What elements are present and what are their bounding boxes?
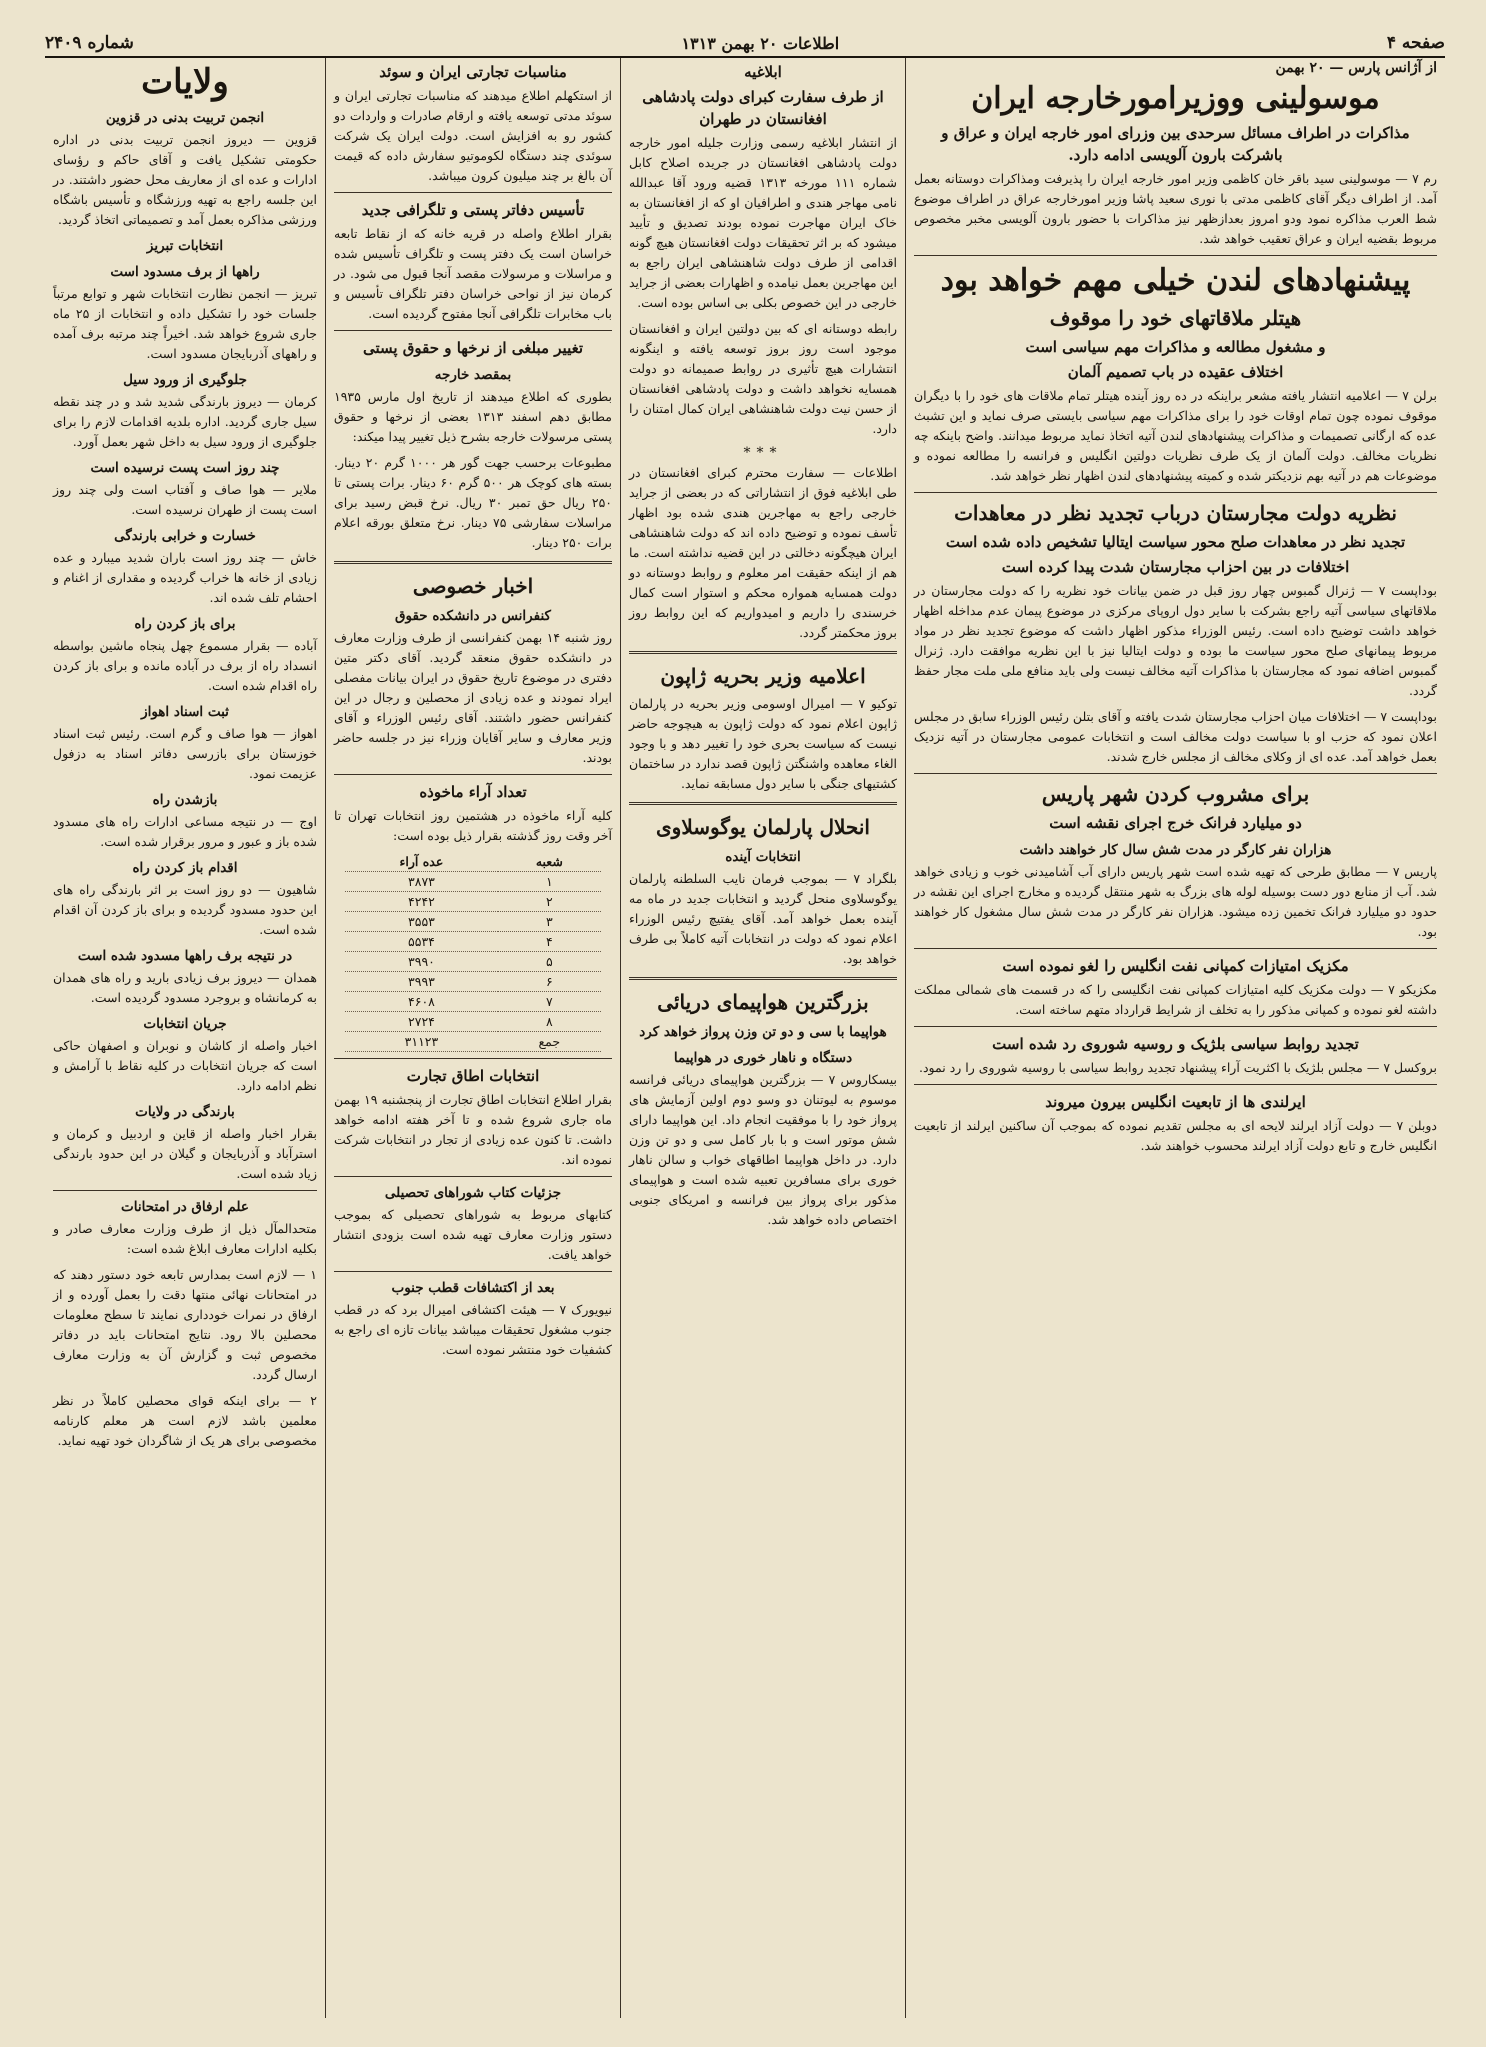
article-qazvin: قزوین — دیروز انجمن تربیت بدنی در اداره حکومتی تشکیل یافت و آقای حاکم و رؤسای ادارات و عده ای از معاریف محل حضور داشتند. در این جلسه راجع به تهیه ورزشگاه و تأسیس باشگاه ورزشی مذاکره بعمل آمد و تصمیماتی اتخاذ گردید. <box>53 132 317 227</box>
vote-branch: ۱ <box>498 872 601 892</box>
headline-japan-navy: اعلامیه وزیر بحریه ژاپون <box>660 664 866 688</box>
subheadline-yugoslavia: انتخابات آینده <box>725 849 801 865</box>
vote-branch: ۸ <box>498 1012 601 1032</box>
vote-total-row <box>345 1032 601 1052</box>
vote-branch: ۶ <box>498 972 601 992</box>
divider <box>334 774 612 775</box>
article-rain-damage: خاش — چند روز است باران شدید میبارد و عده زیادی از خانه ها خراب گردیده و مقداری از اغنام و احشام تلف شده اند. <box>53 550 317 605</box>
divider <box>53 1190 317 1191</box>
divider <box>629 977 897 980</box>
headline-seaplane: بزرگترین هواپیمای دریائی <box>657 990 869 1014</box>
article-afghan-communique-2: رابطه دوستانه ای که بین دولتین ایران و افغانستان موجود است روز بروز توسعه یافته و اینگونه انتشارات هیچ تأثیری در روابط صمیمانه دو دولت همسایه نخواهد داشت و دولت پادشاهی افغانستان از حسن نیت دولت شاهنشاهی ایران کمال امتنان را دارد. <box>629 321 897 436</box>
vote-count: ۳۹۹۰ <box>345 952 498 972</box>
issue-number: شماره ۲۴۰۹ <box>45 33 134 53</box>
article-post-offices: بقرار اطلاع واصله در قریه خانه که از نقاط تابعه خراسان است یک دفتر پست و تلگراف تأسیس شده و مراسلات و مرسولات مقصد آنجا قبول می شود. در کرمان نیز از نواحی خراسان دفتر تلگراف تأسیس و باب مخابرات تلگرافی آنجا مفتوح گردیده است. <box>334 226 612 321</box>
article-rainfall: بقرار اخبار واصله از قاین و اردبیل و کرمان و استرآباد و آذربایجان و گیلان در این حدود بارندگی زیاد شده است. <box>53 1126 317 1181</box>
headline-communique: ابلاغیه <box>744 63 782 81</box>
article-exams-intro: متحدالمآل ذیل از طرف وزارت معارف صادر و بکلیه ادارات معارف ابلاغ شده است: <box>53 1221 317 1256</box>
divider <box>334 330 612 331</box>
subheadline-afghan-embassy: از طرف سفارت کبرای دولت پادشاهی افغانستان در طهران <box>642 88 884 128</box>
article-flood: کرمان — دیروز بارندگی شدید شد و در چند نقطه سیل جاری گردید. اداره بلدیه اقدامات لازم را برای جلوگیری از ورود سیل به داخل شهر بعمل آورد. <box>53 394 317 449</box>
vote-branch: ۴ <box>498 932 601 952</box>
headline-mussolini: موسولینی ووزیرامورخارجه ایران <box>971 81 1380 116</box>
headline-chamber-election: انتخابات اطاق تجارت <box>406 1067 540 1085</box>
article-mexico-oil: مکزیکو ۷ — دولت مکزیک کلیه امتیازات کمپانی نفت انگلیسی را که در قسمت های شمالی مملکت داشته لغو نموده و کمپانی مذکور را به تخلف از شرایط قرارداد متهم ساخته است. <box>914 982 1437 1017</box>
article-chamber-election: بقرار اطلاع انتخابات اطاق تجارت از پنجشنبه ۱۹ بهمن ماه جاری شروع شده و تا آخر هفته ادامه خواهد داشت. تا کنون عده زیادی از تجار در انتخابات شرکت نموده اند. <box>334 1092 612 1167</box>
section-title-provinces: ولایات <box>141 62 229 102</box>
headline-exams: علم ارفاق در امتحانات <box>121 1199 249 1215</box>
article-yugoslavia: بلگراد ۷ — بموجب فرمان نایب السلطنه پارلمان یوگوسلاوی منحل گردید و انتخابات جدید در ماه مه آینده بعمل خواهد آمد. آقای یفتیچ رئیس الوزراء اعلام نمود که دولت در انتخابات آتیه کاملاً بی طرف خواهد بود. <box>629 871 897 966</box>
divider <box>334 1176 612 1177</box>
headline-tabriz: انتخابات تبریز <box>146 238 224 254</box>
headline-belgium-soviet: تجدید روابط سیاسی بلژیک و روسیه شوروی رد شده است <box>992 1035 1359 1053</box>
vote-branch: ۵ <box>498 952 601 972</box>
column-provinces <box>45 58 325 2018</box>
article-road-opening: آباده — بقرار مسموع چهل پنجاه ماشین بواسطه انسداد راه از برف در آباده مانده و برای باز کردن راه اقدام شده است. <box>53 638 317 693</box>
headline-vote-count: تعداد آراء ماخوذه <box>419 783 527 801</box>
masthead <box>45 30 1445 58</box>
headline-flood: جلوگیری از ورود سیل <box>123 372 247 388</box>
vote-header-count: عده آراء <box>345 852 498 872</box>
table-row <box>345 892 601 912</box>
vote-count: ۳۹۹۳ <box>345 972 498 992</box>
section-stars: *** <box>743 445 783 461</box>
subheadline-seaplane-2: دستگاه و ناهار خوری در هواپیما <box>673 1050 853 1066</box>
headline-london-proposals: پیشنهادهای لندن خیلی مهم خواهد بود <box>940 263 1411 298</box>
headline-elections: جریان انتخابات <box>143 1016 227 1032</box>
headline-qazvin: انجمن تربیت بدنی در قزوین <box>105 110 265 126</box>
headline-snow-blocked: در نتیجه برف راهها مسدود شده است <box>77 948 293 964</box>
divider <box>334 192 612 193</box>
article-afghan-communique: از انتشار ابلاغیه رسمی وزارت جلیله امور خارجه دولت پادشاهی افغانستان در جریده اصلاح کابل شماره ۱۱۱ مورخه ۱۳۱۳ قضیه ورود آقا عبدالله نامی مهاجر هندی و اطرافیان او که از افغانستان به خاک ایران مهاجرت نموده بودند تصدیق و تأیید میشود که بر اثر تحقیقات دولت افغانستان هیچ گونه اقدامی از طرف دولت شاهنشاهی ایران راجع به این مهاجرین بعمل نیامده و اظهارات بعضی از جراید خارجی در این خصوص بکلی بی اساس بوده است. <box>629 135 897 310</box>
headline-mexico-oil: مکزیک امتیازات کمپانی نفت انگلیس را لغو نموده است <box>1002 957 1349 975</box>
subheadline-hungary-2: اختلافات در بین احزاب مجارستان شدت پیدا کرده است <box>1001 558 1350 576</box>
article-books: کتابهای مربوط به شوراهای تحصیلی که بموجب دستور وزارت معارف تهیه شده است بزودی انتشار خواهد یافت. <box>334 1207 612 1262</box>
article-antarctic: نیویورک ۷ — هیئت اکتشافی امیرال برد که در قطب جنوب مشغول تحقیقات میباشد بیانات تازه ای راجع به کشفیات خود منتشر نموده است. <box>334 1302 613 1357</box>
headline-rain-damage: خسارت و خرابی بارندگی <box>114 528 256 544</box>
vote-branch: ۷ <box>498 992 601 1012</box>
headline-books: جزئیات کتاب شوراهای تحصیلی <box>384 1185 562 1201</box>
headline-postal-rates: تغییر مبلغی از نرخها و حقوق پستی <box>362 339 584 357</box>
divider <box>629 802 897 805</box>
headline-private-news: اخبار خصوصی <box>412 574 534 598</box>
headline-law-conference: کنفرانس در دانشکده حقوق <box>395 608 551 624</box>
headline-yugoslavia: انحلال پارلمان یوگوسلاوی <box>656 815 870 839</box>
divider <box>914 773 1437 774</box>
article-road-open: اوج — در نتیجه مساعی ادارات راه های مسدود شده باز و عبور و مرور برقرار شده است. <box>53 814 317 849</box>
vote-table-header <box>345 852 601 872</box>
subheadline-seaplane: هواپیما با سی و دو تن وزن پرواز خواهد کرد <box>639 1024 887 1040</box>
article-mussolini: رم ۷ — موسولینی سید باقر خان کاظمی وزیر امور خارجه ایران را پذیرفت ومذاکرات دوستانه بعمل آمد. از اطراف دیگر آقای کاظمی مدتی با نوری سعید پاشا وزیر امورخارجه عراق در اطراف موضوع شط العرب مذاکره نمود ودو امروز بعدازظهر نیز مذاکرات با حضور بارون آلویسی مخبر مخصوص مربوط بقضیه ایران و عراق تعقیب خواهد شد. <box>914 171 1437 246</box>
columns <box>45 58 1445 2018</box>
subheadline-border-talks: مذاکرات در اطراف مسائل سرحدی بین وزرای امور خارجه ایران و عراق و باشرکت بارون آلویسی ادامه دارد. <box>941 124 1410 164</box>
article-belgium-soviet: بروکسل ۷ — مجلس بلژیک با اکثریت آراء پیشنهاد تجدید روابط سیاسی با روسیه شوروی را رد نمود. <box>919 1060 1437 1075</box>
article-exams-2: ۲ — برای اینکه قوای محصلین کاملاً در نظر معلمین باشد لازم است هر معلم کارنامه مخصوصی برای هر یک از شاگردان خود تهیه نماید. <box>53 1393 317 1448</box>
vote-branch: ۲ <box>498 892 601 912</box>
headline-antarctic: بعد از اکتشافات قطب جنوب <box>391 1280 555 1296</box>
divider <box>334 1271 612 1272</box>
vote-branch: ۳ <box>498 912 601 932</box>
headline-ahvaz: ثبت اسناد اهواز <box>141 704 229 720</box>
column-domestic <box>325 58 620 2018</box>
headline-road-opening: برای باز کردن راه <box>134 616 236 632</box>
divider <box>914 948 1437 949</box>
article-elections: اخبار واصله از کاشان و نوبران و اصفهان حاکی است که جریان انتخابات در کلیه نقاط با آرامش و نظم ادامه دارد. <box>53 1038 317 1093</box>
news-source: از آژانس پارس — ۲۰ بهمن <box>1275 60 1437 76</box>
vote-count: ۲۷۲۴ <box>345 1012 498 1032</box>
divider <box>334 1058 612 1059</box>
article-london-proposals: برلن ۷ — اعلامیه انتشار یافته مشعر براینکه در ده روز آینده هیتلر تمام ملاقات های خود را با دیگران موقوف نموده چون تمام اوقات خود را برای مذاکرات مهم سیاسی بایستی صرف نماید و این تشبث عده که ارگانی تصمیمات و مذاکرات پیشنهادهای لندن آتیه اتخاذ نماید مربوط میدانند. واضح باینکه چه نظریات مخالف. دولت آلمان از یک طرف نظریات دولتین انگلیس و فرانسه را مطالعه نموده و موضوعات هم در آتیه بهم نزدیکتر شده و کمیته پیشنهادهای لندن اظهار نظر خواهد شد. <box>914 388 1437 483</box>
table-row <box>345 872 601 892</box>
headline-rainfall: بارندگی در ولایات <box>135 1104 235 1120</box>
table-row <box>345 952 601 972</box>
table-row <box>345 1012 601 1032</box>
table-row <box>345 912 601 932</box>
subheadline-paris-water-2: هزاران نفر کارگر در مدت شش سال کار خواهند داشت <box>1019 842 1332 858</box>
article-seaplane: بیسکاروس ۷ — بزرگترین هواپیمای دریائی فرانسه موسوم به لیوتنان دو وسو دوم اولین آزمایش های پرواز خود را با موفقیت انجام داد. این هواپیما دارای شش موتور است و با بار کامل سی و دو تن وزن دارد. در داخل هواپیما اطاقهای خواب و سالن ناهار خوری برای مسافرین تعبیه شده است و هواپیمای مذکور برای پرواز بین فرانسه و امریکای جنوبی اختصاص داده خواهد شد. <box>629 1072 897 1227</box>
vote-count: ۴۶۰۸ <box>345 992 498 1012</box>
article-exams-1: ۱ — لازم است بمدارس تابعه خود دستور دهند که در امتحانات نهائی منتها دقت را بعمل آورده و از ارفاق در نمرات خودداری نمایند تا سطح معلومات محصلین بالا رود. نتایج امتحانات باید در دفاتر مخصوص ثبت و گزارش آن به وزارت معارف ارسال گردد. <box>53 1267 317 1382</box>
vote-total: ۳۱۱۲۳ <box>345 1032 498 1052</box>
vote-count: ۳۸۷۳ <box>345 872 498 892</box>
article-road-action: شاهیون — دو روز است بر اثر بارندگی راه های این حدود مسدود گردیده و برای باز کردن آن اقدام شده است. <box>53 882 317 937</box>
newspaper-date: اطلاعات ۲۰ بهمن ۱۳۱۳ <box>681 33 840 53</box>
subheadline-hitler: هیتلر ملاقاتهای خود را موقوف <box>1049 306 1302 330</box>
article-mail: ملایر — هوا صاف و آفتاب است ولی چند روز است پست از طهران نرسیده است. <box>53 482 317 517</box>
divider <box>334 561 612 564</box>
divider <box>914 1026 1437 1027</box>
page-number: صفحه ۴ <box>1386 33 1445 53</box>
divider <box>914 255 1437 256</box>
headline-paris-water: برای مشروب کردن شهر پاریس <box>1041 782 1310 806</box>
subheadline-hitler-2: و مشغول مطالعه و مذاکرات مهم سیاسی است <box>1025 338 1326 356</box>
subheadline-hungary: تجدید نظر در معاهدات صلح محور سیاست ایتالیا تشخیص داده شده است <box>945 533 1406 551</box>
vote-count: ۵۵۳۴ <box>345 932 498 952</box>
headline-road-open: بازشدن راه <box>152 792 218 808</box>
headline-road-action: اقدام باز کردن راه <box>132 860 238 876</box>
article-iran-sweden: از استکهلم اطلاع میدهند که مناسبات تجارتی ایران و سوئد مدتی توسعه یافته و ارقام صادرات و واردات دو کشور رو به افزایش است. دولت ایران یک شرکت سوئدی چند دستگاه لکوموتیو سفارش داده که قیمت آن بالغ بر چند میلیون کرون میباشد. <box>334 88 612 183</box>
article-ettelaat-note: اطلاعات — سفارت محترم کبرای افغانستان در طی ابلاغیه فوق از انتشاراتی که در بعضی از جراید خارجی راجع به مهاجرین هندی شده بود اظهار تأسف نموده و توضیح داده اند که دولت شاهنشاهی ایران هیچگونه دخالتی در این قضیه نداشته است. ما هم از اینکه حقیقت امر معلوم و روابط دوستانه دو دولت همسایه همواره محکم و استوار است کمال خرسندی را داریم و امیدواریم که این روابط روز بروز محکمتر گردد. <box>629 465 897 640</box>
headline-mail: چند روز است پست نرسیده است <box>90 460 280 476</box>
vote-count: ۴۲۴۲ <box>345 892 498 912</box>
headline-ireland: ایرلندی ها از تابعیت انگلیس بیرون میروند <box>1045 1093 1306 1111</box>
article-tabriz: تبریز — انجمن نظارت انتخابات شهر و توابع مرتباً جلسات خود را تشکیل داده و انتخابات از ۲۵ ماه جاری شروع خواهد شد. اخیراً چند مرتبه برف آمده و راههای آذربایجان مسدود است. <box>53 286 317 361</box>
headline-iran-sweden: مناسبات تجارتی ایران و سوئد <box>379 63 567 81</box>
article-snow-blocked: همدان — دیروز برف زیادی بارید و راه های همدان به کرمانشاه و بروجرد مسدود گردیده است. <box>53 970 317 1005</box>
headline-hungary: نظریه دولت مجارستان درباب تجدید نظر در معاهدات <box>954 501 1397 525</box>
vote-total-label: جمع <box>498 1032 601 1052</box>
article-ahvaz: اهواز — هوا صاف و گرم است. رئیس ثبت اسناد خوزستان برای بازرسی دفاتر اسناد به دزفول عزیمت نمود. <box>53 726 317 781</box>
article-law-conference: روز شنبه ۱۴ بهمن کنفرانسی از طرف وزارت معارف در دانشکده حقوق منعقد گردید. آقای دکتر متین دفتری در موضوع تاریخ حقوق در ایران بیانات مفصلی ایراد نمودند و عده زیادی از محصلین و رجال در این کنفرانس حضور داشتند. آقای رئیس الوزراء و آقای وزیر معارف و سایر آقایان وزراء نیز در جلسه حاضر بودند. <box>334 630 612 765</box>
vote-header-branch: شعبه <box>498 852 601 872</box>
divider <box>914 492 1437 493</box>
article-ireland: دوبلن ۷ — دولت آزاد ایرلند لایحه ای به مجلس تقدیم نموده که بموجب آن ساکنین ایرلند از تابعیت انگلیس خارج و تابع دولت آزاد ایرلند محسوب خواهند شد. <box>914 1118 1437 1153</box>
article-hungary: بوداپست ۷ — ژنرال گمبوس چهار روز قبل در ضمن بیانات خود نظریه را که دولت مجارستان در ملاقاتهای سیاسی آتیه راجع بشرکت با سایر دول اروپای مرکزی در موضوع پیمان عدم مداخله اظهار خواهد داشت توضیح داده است. رئیس الوزراء مذکور اظهار داشت که موضوع تجدید نظر در مواد مربوط پیمانهای صلح محور سیاست ما بوده و دولت ایتالیا نیز با این نظریه موافقت دارد. ژنرال گمبوس اضافه نمود که مجارستان با مذاکرات آتیه مخالف نیست ولی باید منافع ملی ملت مجار حفظ گردد. <box>914 583 1438 698</box>
table-row <box>345 932 601 952</box>
article-vote-count: کلیه آراء ماخوذه در هشتمین روز انتخابات تهران تا آخر وقت روز گذشته بقرار ذیل بوده است: <box>334 808 612 843</box>
table-row <box>345 992 601 1012</box>
vote-table <box>345 852 601 1052</box>
subheadline-tabriz: راهها از برف مسدود است <box>110 264 260 280</box>
column-foreign-news <box>905 58 1445 2018</box>
article-postal-rates-list: مطبوعات برحسب جهت گور هر ۱۰۰۰ گرم ۲۰ دینار. بسته های کوچک هر ۵۰۰ گرم ۶۰ دینار. برات پستی تا ۲۵۰ ریال حق تمبر ۳۰ ریال. نرخ قبض رسید برای مراسلات سفارشی ۷۵ دینار. نرخ متعلق بورقه اعلام برات ۲۵۰ دینار. <box>334 455 613 550</box>
vote-count: ۳۵۵۳ <box>345 912 498 932</box>
subheadline-postal-rates: بمقصد خارجه <box>434 367 512 383</box>
subheadline-hitler-3: اختلاف عقیده در باب تصمیم آلمان <box>1067 363 1284 381</box>
article-postal-rates: بطوری که اطلاع میدهند از تاریخ اول مارس ۱۹۳۵ مطابق دهم اسفند ۱۳۱۳ بعضی از نرخها و حقوق پستی مرسولات خارجه بشرح ذیل تغییر پیدا میکند: <box>334 389 613 444</box>
divider <box>914 1084 1437 1085</box>
subheadline-paris-water: دو میلیارد فرانک خرج اجرای نقشه است <box>1049 814 1302 832</box>
headline-post-offices: تأسیس دفاتر پستی و تلگرافی جدید <box>361 201 585 219</box>
article-paris-water: پاریس ۷ — مطابق طرحی که تهیه شده است شهر پاریس دارای آب آشامیدنی خوب و زیادی خواهد شد. آب از منابع دور دست بوسیله لوله های بزرگ به شهر منتقل گردیده و مخارج اجرای این نقشه در حدود دو میلیارد فرانک تخمین زده میشود. هزاران نفر کارگر در مدت شش سال مشغول کار خواهند بود. <box>914 864 1438 939</box>
article-japan-navy: توکیو ۷ — امیرال اوسومی وزیر بحریه در پارلمان ژاپون اعلام نمود که دولت ژاپون به هیچوجه حاضر نیست که سیاست بحری خود را تغییر دهد و با وجود الغاء معاهده واشنگتن ژاپون قصد ندارد در ساختمان کشتیهای جنگی با سایر دول مسابقه نماید. <box>629 696 897 791</box>
article-hungary-2: بوداپست ۷ — اختلافات میان احزاب مجارستان شدت یافته و آقای بتلن رئیس الوزراء سابق در مجلس اعلان نمود که حزب او با سیاست دولت مخالف است و انتخابات عمومی مجارستان در آتیه نزدیک بعمل خواهد آمد. عده ای از وکلای مخالف از مجلس خارج شدند. <box>914 709 1437 764</box>
column-communique <box>620 58 905 2018</box>
table-row <box>345 972 601 992</box>
divider <box>629 651 897 654</box>
